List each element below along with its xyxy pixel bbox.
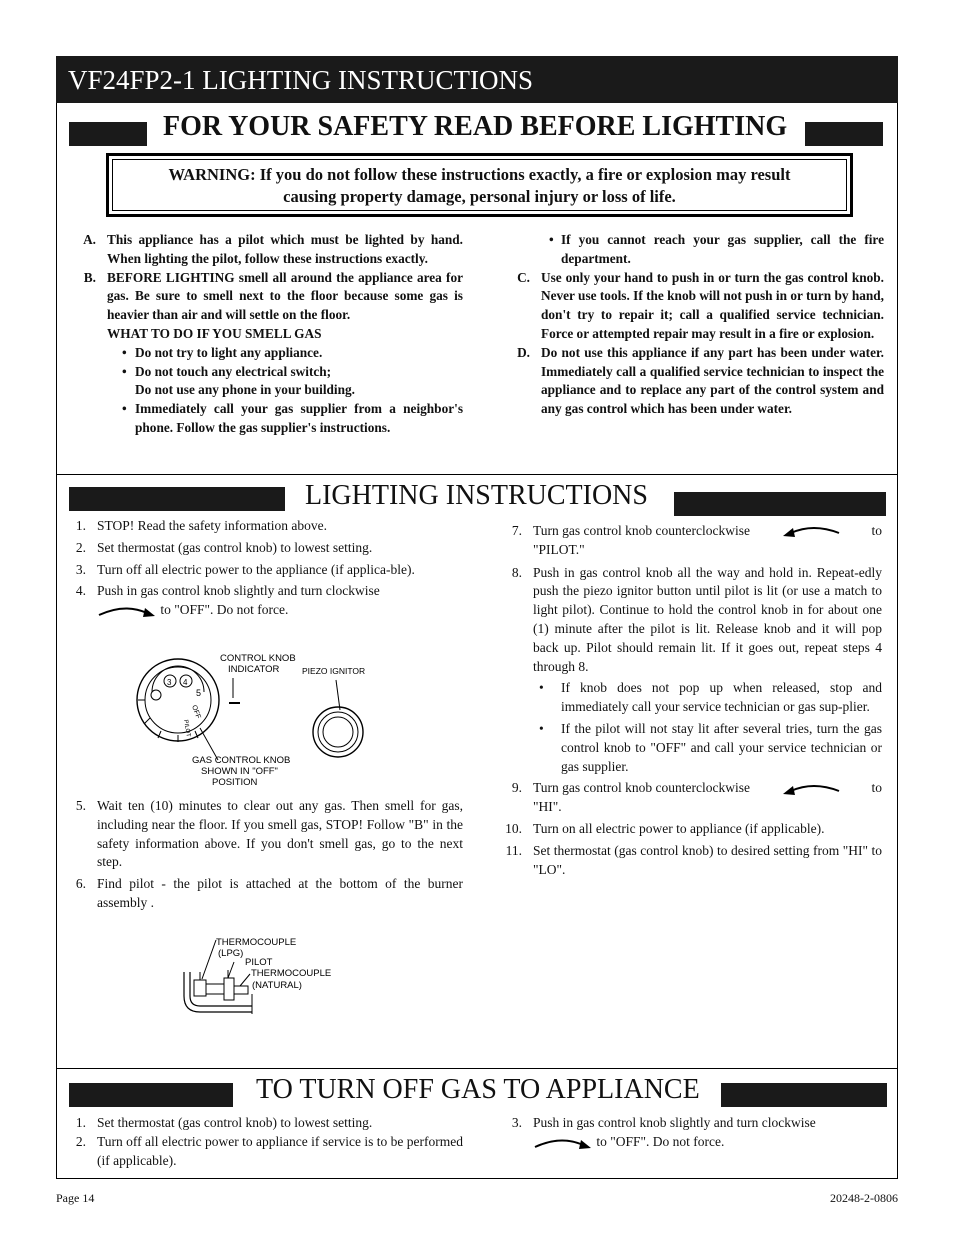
step-bullet-text: If knob does not pop up when released, stop and immediately call your service technician or gas sup-plier.: [561, 680, 882, 715]
knob-label: GAS CONTROL KNOB: [192, 755, 291, 766]
safety-bullet: • Immediately call your gas supplier from a neighbor's phone. Follow the gas supplier's instructions.: [122, 401, 463, 435]
safety-bullet: • Do not try to light any appliance.: [122, 344, 323, 360]
safety-item-d: [500, 344, 884, 419]
turnoff-right-column: [492, 1114, 882, 1152]
heading-bar-right: [721, 1083, 887, 1107]
pilot-diagram: [170, 932, 340, 1016]
step-text: Set thermostat (gas control knob) to lowest setting.: [97, 1115, 373, 1130]
lighting-left-column-lower: [56, 797, 463, 913]
step-text: Set thermostat (gas control knob) to lowest setting.: [97, 539, 373, 555]
step-bullet-text: If the pilot will not stay lit after several tries, turn the gas control knob to "OFF" and call your service technician or gas supplier.: [561, 720, 882, 774]
clockwise-arrow-icon: [533, 1135, 593, 1151]
pilot-leader: [228, 962, 234, 978]
safety-item-b-label: B.: [83, 269, 96, 285]
safety-heading: FOR YOUR SAFETY READ BEFORE LIGHTING: [163, 111, 788, 142]
safety-item-b: [66, 269, 463, 438]
safety-item-c-text: Use only your hand to push in or turn the gas control knob. Never use tools. If the knob will not push in or turn by hand, don't try to repair it; call a qualified service technician. Force or attempted repair may result in a fire or explosion.: [541, 269, 884, 341]
dial-label-off: OFF: [190, 704, 202, 720]
knob-label: POSITION: [212, 777, 258, 788]
step-text: Set thermostat (gas control knob) to desired setting from "HI" to "LO".: [533, 842, 882, 877]
lighting-step: [56, 875, 463, 913]
safety-item-d-text: Do not use this appliance if any part has been under water. Immediately call a qualified service technician to inspect the appliance and to replace any part of the control system and any gas control which has been under water.: [541, 344, 884, 417]
safety-bullet-right: • If you cannot reach your gas supplier, call the fire department.: [549, 232, 884, 266]
step-number: 5.: [75, 798, 86, 813]
step-number: 11.: [505, 842, 522, 858]
heading-bar-left: [69, 122, 147, 146]
dial-label-pilot: PILOT: [182, 719, 191, 738]
tc-lpg-leader: [202, 940, 216, 979]
piezo-leader: [336, 680, 340, 710]
step-number: 3.: [511, 1115, 522, 1130]
lighting-step: [56, 797, 463, 872]
turnoff-step: [56, 1114, 463, 1133]
lighting-step: [492, 779, 882, 817]
step-text: STOP! Read the safety information above.: [97, 518, 327, 533]
indicator-label: CONTROL KNOB: [220, 653, 296, 664]
step-bullet: • If knob does not pop up when released, stop and immediately call your service technician or gas sup-plier.: [539, 680, 882, 715]
step-text: Turn on all electric power to appliance (if applicable).: [533, 820, 825, 836]
step-text: Wait ten (10) minutes to clear out any gas. Then smell for gas, including near the floor. If you smell gas, STOP! Follow "B" in the safety information above. If you don't smell gas, go to the next step.: [97, 798, 463, 870]
step-text: Push in gas control knob slightly and turn clockwise: [97, 583, 380, 599]
step-text: Turn off all electric power to the appliance (if applica-ble).: [97, 561, 415, 577]
lighting-step: [492, 564, 882, 777]
lighting-step: [492, 820, 882, 839]
safety-item-b-subhead: WHAT TO DO IF YOU SMELL GAS: [107, 325, 322, 341]
section-divider: [56, 1068, 898, 1069]
step-bullet: • If the pilot will not stay lit after several tries, turn the gas control knob to "OFF" and call your service technician or gas supplier.: [539, 720, 882, 774]
step-number: 6.: [75, 876, 86, 892]
dial-label-5: 5: [196, 688, 202, 698]
step-number: 1.: [75, 1115, 86, 1130]
document-code: 20248-2-0806: [830, 1191, 898, 1205]
step-number: 3.: [75, 561, 86, 577]
heading-bar-right: [805, 122, 883, 146]
indicator-label: INDICATOR: [228, 664, 280, 675]
lighting-step: [56, 517, 463, 536]
turnoff-left-column: [56, 1114, 463, 1170]
tc-natural-leader: [240, 974, 250, 986]
thermocouple-lpg-label: (LPG): [218, 948, 244, 959]
step-number: 1.: [75, 518, 86, 533]
safety-bullet-text: Do not touch any electrical switch;: [135, 363, 332, 379]
heading-bar-right: [674, 492, 886, 516]
step-number: 7.: [511, 523, 522, 538]
step-text: to: [871, 523, 882, 538]
step-text: to: [871, 780, 882, 796]
warning-line-2: causing property damage, personal injury or loss of life.: [283, 187, 676, 206]
step-number: 10.: [505, 820, 522, 836]
safety-bullet-text: If you cannot reach your gas supplier, call the fire department.: [561, 232, 884, 266]
step-text: "PILOT.": [533, 541, 585, 557]
page-number: Page 14: [56, 1191, 95, 1205]
lighting-step: [56, 582, 463, 620]
step-text: Push in gas control knob all the way and hold in. Repeat-edly push the piezo ignitor button until pilot is lit (or use a match to light pilot). Continue to hold the control knob in for about one (1) minute after the pilot is lit. Release knob and it will pop back up. Pilot should remain lit. If it goes out, repeat steps 4 through 8.: [533, 564, 882, 674]
section-divider: [56, 474, 898, 475]
step-text: "HI".: [533, 799, 562, 815]
piezo-ignitor-icon: [313, 707, 363, 757]
step-number: 2.: [75, 1133, 86, 1149]
turnoff-heading: TO TURN OFF GAS TO APPLIANCE: [256, 1074, 700, 1105]
step-text: Find pilot - the pilot is attached at the bottom of the burner assembly .: [97, 876, 463, 910]
safety-bullet-continuation: [107, 381, 463, 400]
lighting-step: [492, 522, 882, 560]
thermocouple-natural-label: (NATURAL): [252, 980, 302, 991]
thermocouple-natural-label: THERMOCOUPLE: [251, 968, 332, 979]
step-text: to "OFF". Do not force.: [160, 602, 289, 618]
counterclockwise-arrow-icon: [781, 523, 841, 539]
page-title: VF24FP2-1 LIGHTING INSTRUCTIONS: [56, 56, 898, 103]
step-number: 2.: [75, 539, 86, 555]
safety-right-column: [500, 231, 884, 419]
knob-label: SHOWN IN "OFF": [201, 766, 278, 777]
lighting-step: [56, 561, 463, 580]
piezo-label: PIEZO IGNITOR: [302, 666, 366, 676]
step-number: 9.: [511, 780, 522, 796]
turnoff-step: [492, 1114, 882, 1152]
warning-box: [106, 153, 853, 217]
safety-item-a-text: This appliance has a pilot which must be lighted by hand. When lighting the pilot, follow these instructions exactly.: [107, 232, 463, 266]
safety-item-a: [66, 231, 463, 269]
dial-label-4: 4: [183, 678, 188, 687]
step-number: 4.: [75, 583, 86, 599]
pilot-assembly-icon: [184, 970, 252, 1014]
step-text: Turn gas control knob counterclockwise: [533, 780, 750, 796]
pilot-label: PILOT: [245, 957, 273, 968]
safety-bullet-text: Immediately call your gas supplier from a neighbor's phone. Follow the gas supplier's instructions.: [135, 401, 463, 435]
counterclockwise-arrow-icon: [781, 781, 841, 797]
safety-item-b-text: BEFORE LIGHTING smell all around the appliance area for gas. Be sure to smell next to the floor because some gas is heavier than air and will settle on the floor.: [107, 269, 463, 323]
step-text: Turn gas control knob counterclockwise: [533, 523, 750, 538]
turnoff-step: [56, 1133, 463, 1171]
clockwise-arrow-icon: [97, 603, 157, 619]
heading-bar-left: [69, 1083, 233, 1107]
safety-bullet-text: Do not use any phone in your building.: [135, 382, 355, 398]
safety-item-d-label: D.: [517, 344, 530, 360]
lighting-left-column: [56, 517, 463, 620]
warning-line-1: WARNING: If you do not follow these instructions exactly, a fire or explosion may result: [168, 165, 791, 184]
knob-diagram: [130, 650, 390, 792]
safety-item-c-label: C.: [517, 269, 530, 285]
safety-item-c: [500, 269, 884, 344]
lighting-step: [56, 539, 463, 558]
safety-left-column: [66, 231, 463, 438]
step-text: to "OFF". Do not force.: [596, 1133, 725, 1149]
step-number: 8.: [511, 564, 522, 580]
step-text: Turn off all electric power to appliance if service is to be performed (if applicable).: [97, 1133, 463, 1168]
lighting-step: [492, 842, 882, 880]
safety-bullet-text: Do not try to light any appliance.: [135, 344, 323, 360]
dial-label-3: 3: [167, 678, 172, 687]
step-text: Push in gas control knob slightly and turn clockwise: [533, 1115, 816, 1130]
thermocouple-lpg-label: THERMOCOUPLE: [216, 937, 297, 948]
heading-bar-left: [69, 487, 285, 511]
safety-item-a-label: A.: [83, 232, 96, 247]
lighting-right-column: [492, 522, 882, 879]
gas-control-knob-icon: [137, 659, 219, 742]
safety-bullet: • Do not touch any electrical switch;: [122, 363, 332, 379]
lighting-heading: LIGHTING INSTRUCTIONS: [305, 480, 648, 511]
